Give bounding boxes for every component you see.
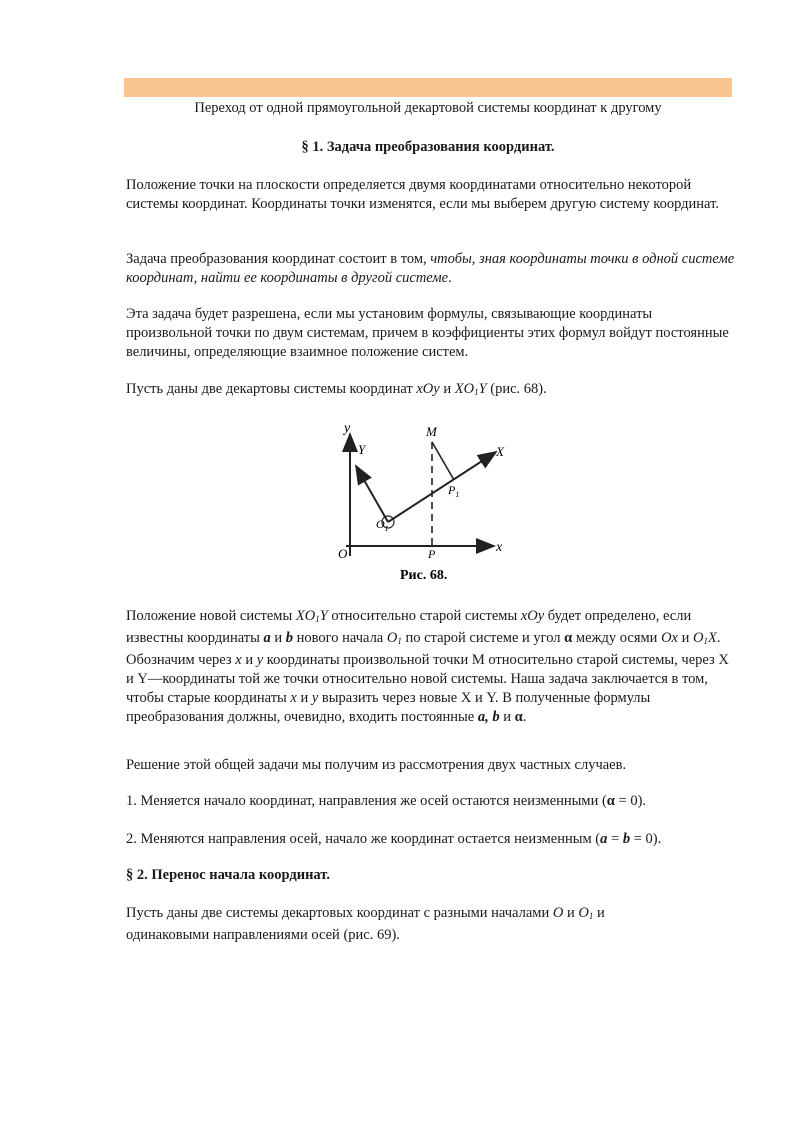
paragraph-1: Положение точки на плоскости определяется двумя координатами относительно некоторой системы координат. Координаты точки изменятся, если мы выберем другую систему координат. [126, 177, 719, 212]
paragraph-6: Решение этой общей задачи мы получим из рассмотрения двух частных случаев. [126, 757, 627, 773]
label-O1: $O_1$ [376, 517, 389, 533]
figure-caption: Рис. 68. [400, 568, 448, 583]
label-P1: $P_1$ [448, 483, 460, 499]
new-y-axis [356, 466, 388, 522]
list-item-2: 2. Меняются направления осей, начало же координат остается неизменным (a = b = 0). [126, 831, 662, 847]
label-M: M [426, 424, 437, 439]
paragraph-3: Эта задача будет разрешена, если мы установим формулы, связывающие координаты произвольной точки по двум системам, причем в коэффициенты этих формул войдут постоянные величины, определяющие взаимное положение систем. [126, 306, 729, 360]
paragraph-5: Положение новой системы $XO_1Y$ относительно старой системы xOy будет определено, если известны координаты a и b нового начала $O_1$ по старой системе и угол α между осями Ox и $O_1X$. Обозначим через x и y координаты произвольной точки М относительно старой системы, через X и Y—координаты той же точки относительно новой системы. Наша задача заключается в том, чтобы старые координаты x и y выразить через новые X и Y. В полученные формулы преобразования должны, очевидно, входить постоянные a, b и α. [126, 608, 729, 725]
header-banner [124, 78, 732, 97]
label-y: y [344, 421, 351, 436]
section-2-paragraph: Пусть даны две системы декартовых координат с разными началами O и $O_1$ и одинаковыми направлениями осей (рис. 69). [126, 905, 605, 943]
paragraph-2: Задача преобразования координат состоит в том, чтобы, зная координаты точки в одной системе координат, найти ее координаты в другой системе. [126, 251, 735, 286]
new-x-axis [388, 452, 496, 522]
label-O: O [338, 546, 348, 561]
label-x: x [496, 540, 503, 555]
section-1-heading: § 1. Задача преобразования координат. [301, 139, 555, 155]
perpendicular-mp1 [432, 442, 454, 480]
page-title: Переход от одной прямоугольной декартовой системы координат к другому [194, 100, 662, 116]
label-Y: Y [358, 442, 366, 457]
section-2-heading: § 2. Перенос начала координат. [126, 867, 330, 883]
label-P: P [428, 547, 436, 561]
figure-68 [326, 416, 526, 584]
label-X: X [496, 444, 504, 459]
list-item-1: 1. Меняется начало координат, направления же осей остаются неизменными (α = 0). [126, 793, 647, 809]
paragraph-4: Пусть даны две декартовы системы координат xOy и $XO_1Y$ (рис. 68). [126, 381, 547, 397]
